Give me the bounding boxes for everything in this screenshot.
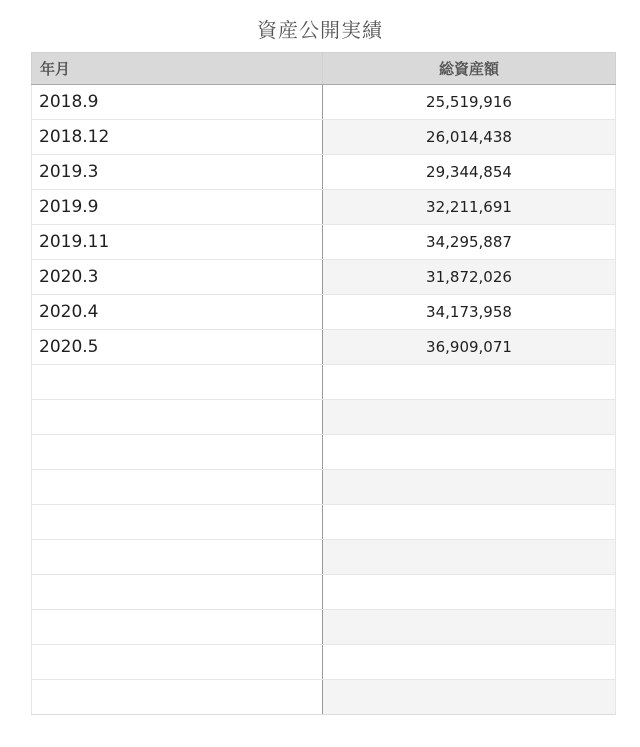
cell-total-assets[interactable] [323, 365, 616, 400]
cell-month[interactable]: 2020.4 [32, 295, 323, 330]
cell-month[interactable] [32, 400, 323, 435]
table-row [32, 85, 616, 120]
cell-month[interactable]: 2019.3 [32, 155, 323, 190]
cell-month[interactable]: 2018.12 [32, 120, 323, 155]
cell-total-assets[interactable] [323, 400, 616, 435]
cell-total-assets[interactable] [323, 435, 616, 470]
cell-total-assets[interactable] [323, 470, 616, 505]
cell-total-assets[interactable] [323, 680, 616, 715]
cell-month[interactable]: 2020.3 [32, 260, 323, 295]
table-row [32, 610, 616, 645]
table-row [32, 505, 616, 540]
cell-month[interactable] [32, 680, 323, 715]
cell-total-assets[interactable] [323, 645, 616, 680]
table-row [32, 330, 616, 365]
asset-table [31, 52, 616, 715]
table-row [32, 680, 616, 715]
table-row [32, 120, 616, 155]
cell-total-assets[interactable]: 31,872,026 [323, 260, 616, 295]
cell-month[interactable]: 2020.5 [32, 330, 323, 365]
cell-month[interactable]: 2018.9 [32, 85, 323, 120]
column-header-total-assets[interactable]: 総資産額 [323, 53, 616, 85]
table-row [32, 295, 616, 330]
cell-month[interactable] [32, 505, 323, 540]
table-row [32, 365, 616, 400]
cell-month[interactable] [32, 470, 323, 505]
cell-month[interactable]: 2019.11 [32, 225, 323, 260]
cell-total-assets[interactable]: 34,295,887 [323, 225, 616, 260]
cell-total-assets[interactable]: 26,014,438 [323, 120, 616, 155]
table-row [32, 190, 616, 225]
table-row [32, 260, 616, 295]
table-row [32, 540, 616, 575]
table-row [32, 470, 616, 505]
cell-month[interactable] [32, 365, 323, 400]
table-row [32, 400, 616, 435]
cell-total-assets[interactable]: 29,344,854 [323, 155, 616, 190]
cell-month[interactable] [32, 645, 323, 680]
cell-total-assets[interactable] [323, 505, 616, 540]
table-row [32, 155, 616, 190]
cell-month[interactable]: 2019.9 [32, 190, 323, 225]
column-header-month[interactable]: 年月 [32, 53, 323, 85]
cell-total-assets[interactable]: 25,519,916 [323, 85, 616, 120]
cell-total-assets[interactable] [323, 610, 616, 645]
cell-total-assets[interactable]: 36,909,071 [323, 330, 616, 365]
cell-total-assets[interactable]: 32,211,691 [323, 190, 616, 225]
cell-total-assets[interactable] [323, 575, 616, 610]
cell-month[interactable] [32, 540, 323, 575]
table-row [32, 435, 616, 470]
table-row [32, 225, 616, 260]
cell-month[interactable] [32, 435, 323, 470]
table-row [32, 645, 616, 680]
table-body [32, 85, 616, 715]
table-row [32, 575, 616, 610]
table-header-row [32, 53, 616, 85]
page-title: 資産公開実績 [257, 18, 383, 42]
cell-month[interactable] [32, 610, 323, 645]
cell-month[interactable] [32, 575, 323, 610]
cell-total-assets[interactable] [323, 540, 616, 575]
cell-total-assets[interactable]: 34,173,958 [323, 295, 616, 330]
